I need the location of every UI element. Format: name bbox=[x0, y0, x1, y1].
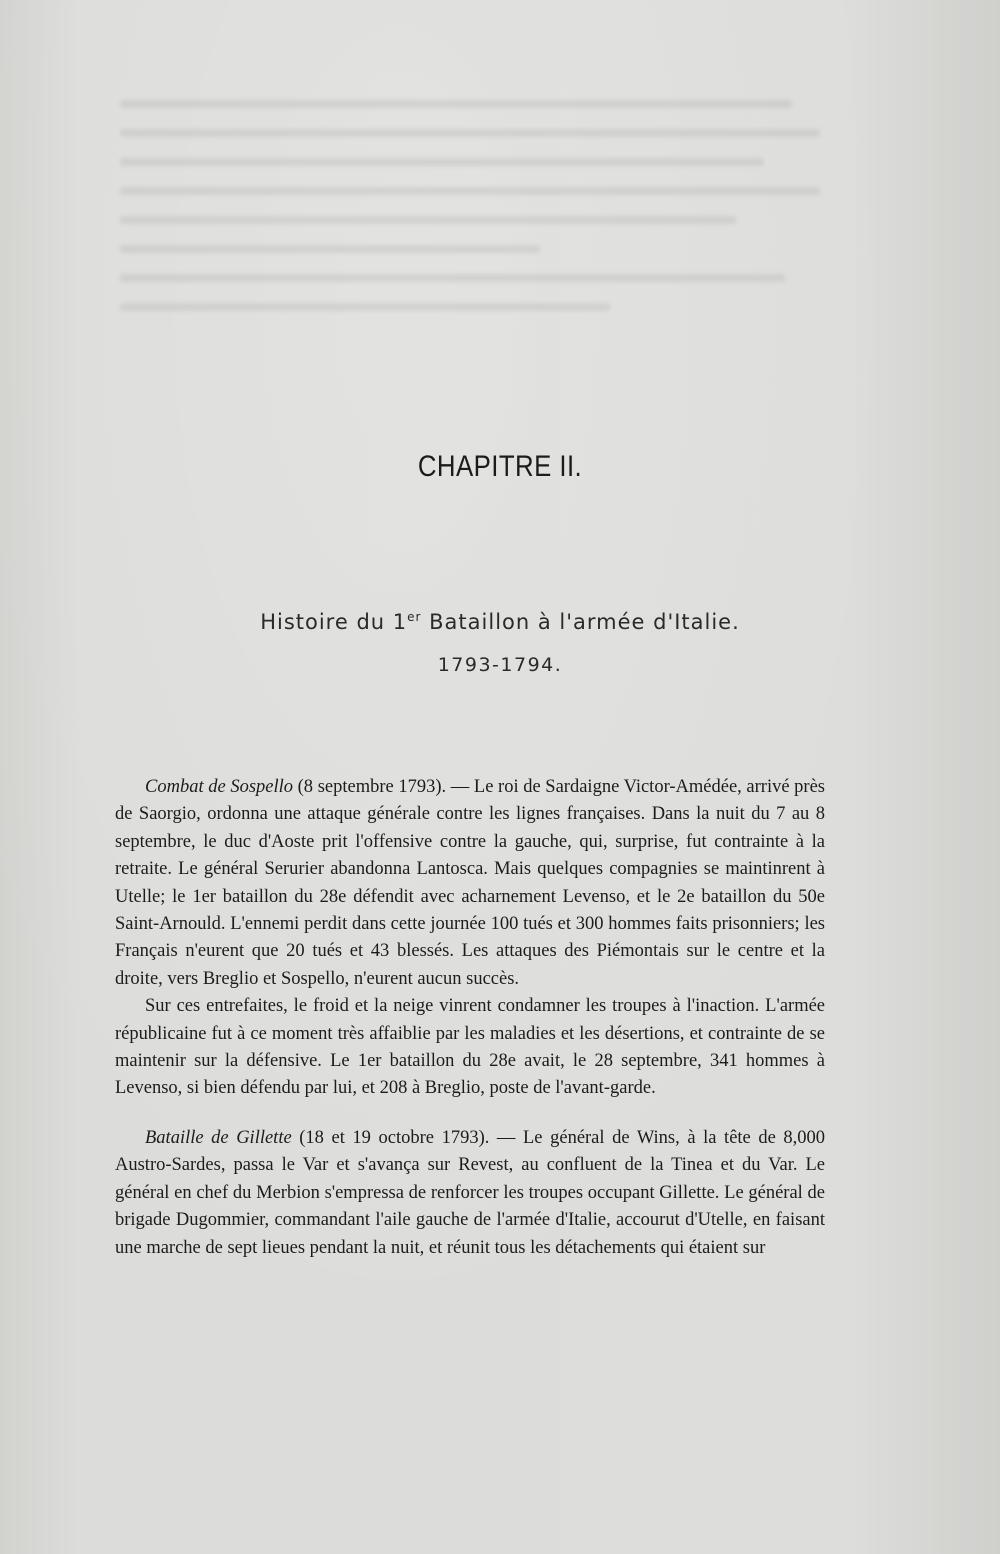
subtitle-text-end: Bataillon à l'armée d'Italie. bbox=[421, 610, 740, 634]
subtitle-text-start: Histoire du 1 bbox=[260, 610, 408, 634]
paragraph-text: (8 septembre 1793). — Le roi de Sardaigne Victor-Amédée, arrivé près de Saorgio, ordonna une attaque générale contre les lignes françaises. Dans la nuit du 7 au 8 septembre, le duc d'Aoste prit l'offensive contre la gauche, qui, surprise, fut contrainte à la retraite. Le général Serurier abandonna Lantosca. Mais quelques compagnies se maintinrent à Utelle; le 1er bataillon du 28e défendit avec acharnement Levenso, et le 2e bataillon du 50e Saint-Arnould. L'ennemi perdit dans cette journée 100 tués et 300 hommes faits prisonniers; les Français n'eurent que 20 tués et 43 blessés. Les attaques des Piémontais sur le centre et la droite, vers Breglio et Sospello, n'eurent aucun succès. bbox=[115, 777, 825, 989]
paragraph-gillette bbox=[115, 1125, 825, 1262]
paragraph-text: (18 et 19 octobre 1793). — Le général de Wins, à la tête de 8,000 Austro-Sardes, passa le Var et s'avança sur Revest, au confluent de la Tinea et du Var. Le général en chef du Merbion s'empressa de renforcer les troupes occupant Gillette. Le général de brigade Dugommier, commandant l'aile gauche de l'armée d'Italie, accourut d'Utelle, en faisant une marche de sept lieues pendant la nuit, et réunit tous les détachements qui étaient sur bbox=[115, 1127, 826, 1258]
paragraph-heading: Combat de Sospello bbox=[145, 777, 294, 797]
bleed-through-text bbox=[120, 100, 820, 340]
subtitle-superscript: er bbox=[407, 610, 422, 624]
paragraph-sospello bbox=[115, 774, 825, 993]
paragraph-entrefaites bbox=[115, 993, 825, 1103]
paragraph-heading: Bataille de Gillette bbox=[145, 1127, 292, 1148]
chapter-years: 1793-1794. bbox=[437, 654, 563, 676]
body-text bbox=[115, 774, 825, 1262]
chapter-subtitle bbox=[0, 610, 1000, 634]
paragraph-text: Sur ces entrefaites, le froid et la neige vinrent condamner les troupes à l'inaction. L'armée républicaine fut à ce moment très affaiblie par les maladies et les désertions, et contrainte de se maintenir sur la défensive. Le 1er bataillon du 28e avait, le 28 septembre, 341 hommes à Levenso, si bien défendu par lui, et 208 à Breglio, poste de l'avant-garde. bbox=[115, 996, 825, 1099]
chapter-title: CHAPITRE II. bbox=[417, 450, 583, 483]
